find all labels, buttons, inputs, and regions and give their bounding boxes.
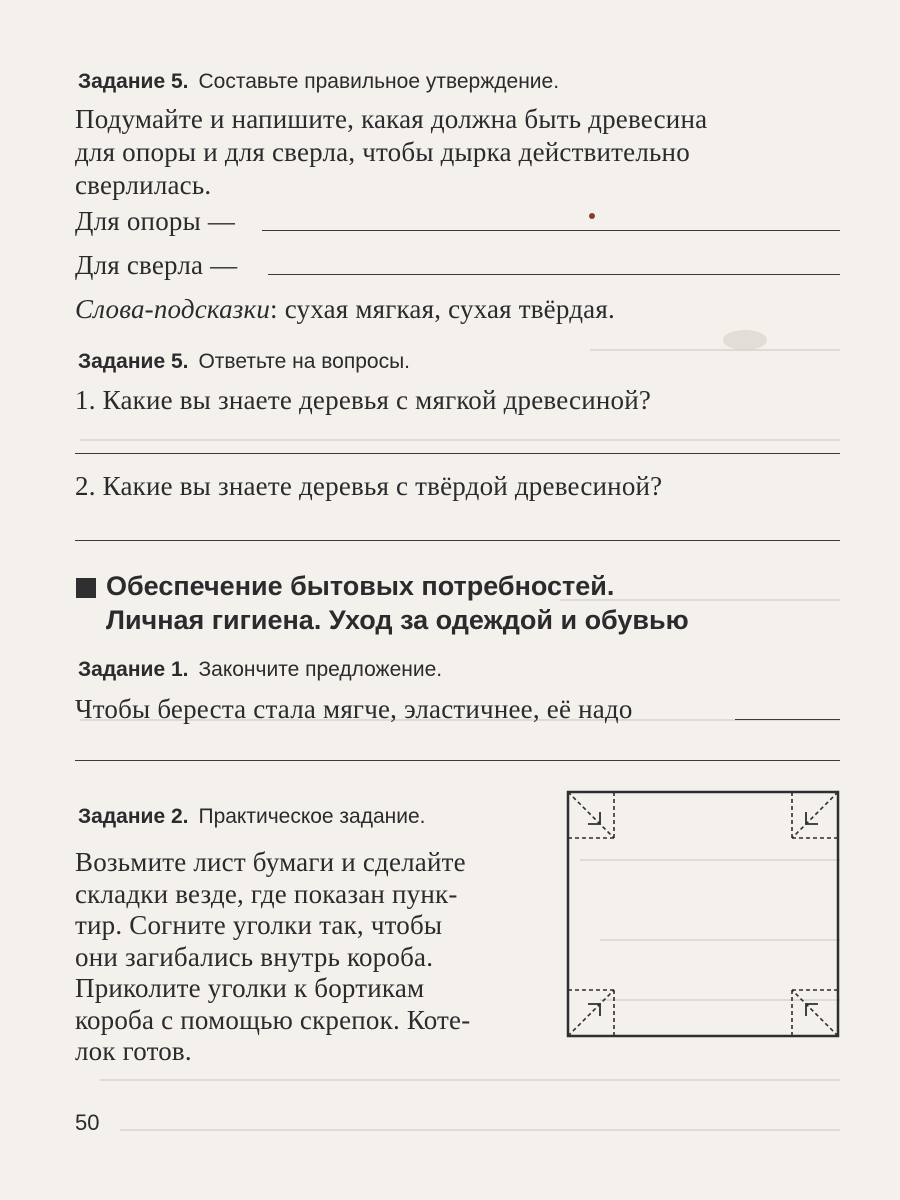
task1-answer-line-2[interactable] [75,760,840,761]
question-1-answer-line[interactable] [75,453,840,454]
question-1: 1. Какие вы знаете деревья с мягкой древесиной? [75,385,652,415]
task5b-label: Задание 5. [78,350,189,373]
hint-label: Слова-подсказки [75,294,271,324]
task1-heading [78,658,442,682]
corner-fold-top-right [792,792,838,838]
task2-paragraph-line: Возьмите лист бумаги и сделайте [75,847,466,877]
section-title-line: Личная гигиена. Уход за одеждой и обувью [106,605,689,635]
corner-fold-top-left [568,792,614,838]
page-number: 50 [75,1110,100,1135]
support-label: Для опоры — [75,206,236,236]
task2-paragraph [75,847,470,1068]
task2-paragraph-line: складки везде, где показан пунк- [75,878,458,909]
task2-paragraph-line: лок готов. [75,1036,192,1066]
task5b-instruction: Ответьте на вопросы. [198,350,411,373]
drill-label: Для сверла — [75,250,238,280]
task5b-heading [78,350,410,374]
task5a-paragraph [75,103,707,202]
section-bullet-icon [76,578,96,598]
task1-answer-line-1[interactable] [735,719,840,720]
question-2-answer-line[interactable] [75,540,840,541]
task2-heading [78,805,426,829]
task5a-paragraph-line: сверлилась. [75,170,212,200]
task5a-paragraph-line: для опоры и для сверла, чтобы дырка действительно [75,137,690,167]
task1-sentence: Чтобы береста стала мягче, эластичнее, её надо [75,694,633,724]
task2-paragraph-line: тир. Согните уголки так, чтобы [75,910,443,940]
task2-paragraph-line: они загибались внутрь короба. [75,941,434,972]
drill-answer-line[interactable] [268,274,840,275]
corner-fold-bottom-left [568,990,614,1036]
corner-fold-bottom-right [792,990,838,1036]
paper-sheet-outline [568,792,838,1036]
task2-paragraph-line: Приколите уголки к бортикам [75,973,425,1003]
support-answer-line[interactable] [262,230,840,231]
task1-label: Задание 1. [78,658,189,681]
task1-instruction: Закончите предложение. [198,658,443,681]
task5a-paragraph-line: Подумайте и напишите, какая должна быть древесина [75,104,708,134]
question-2: 2. Какие вы знаете деревья с твёрдой древесиной? [75,471,663,501]
task2-paragraph-line: короба с помощью скрепок. Коте- [75,1004,471,1035]
hint-line [75,293,615,326]
task2-label: Задание 2. [78,805,189,828]
task5a-heading [78,70,559,94]
task2-instruction: Практическое задание. [198,805,426,828]
section-title [106,569,689,637]
section-title-line: Обеспечение бытовых потребностей. [106,571,615,601]
hint-text: : сухая мягкая, сухая твёрдая. [270,294,615,324]
folding-diagram [566,790,842,1040]
task5a-label: Задание 5. [78,70,189,93]
task5a-instruction: Составьте правильное утверждение. [198,70,560,93]
